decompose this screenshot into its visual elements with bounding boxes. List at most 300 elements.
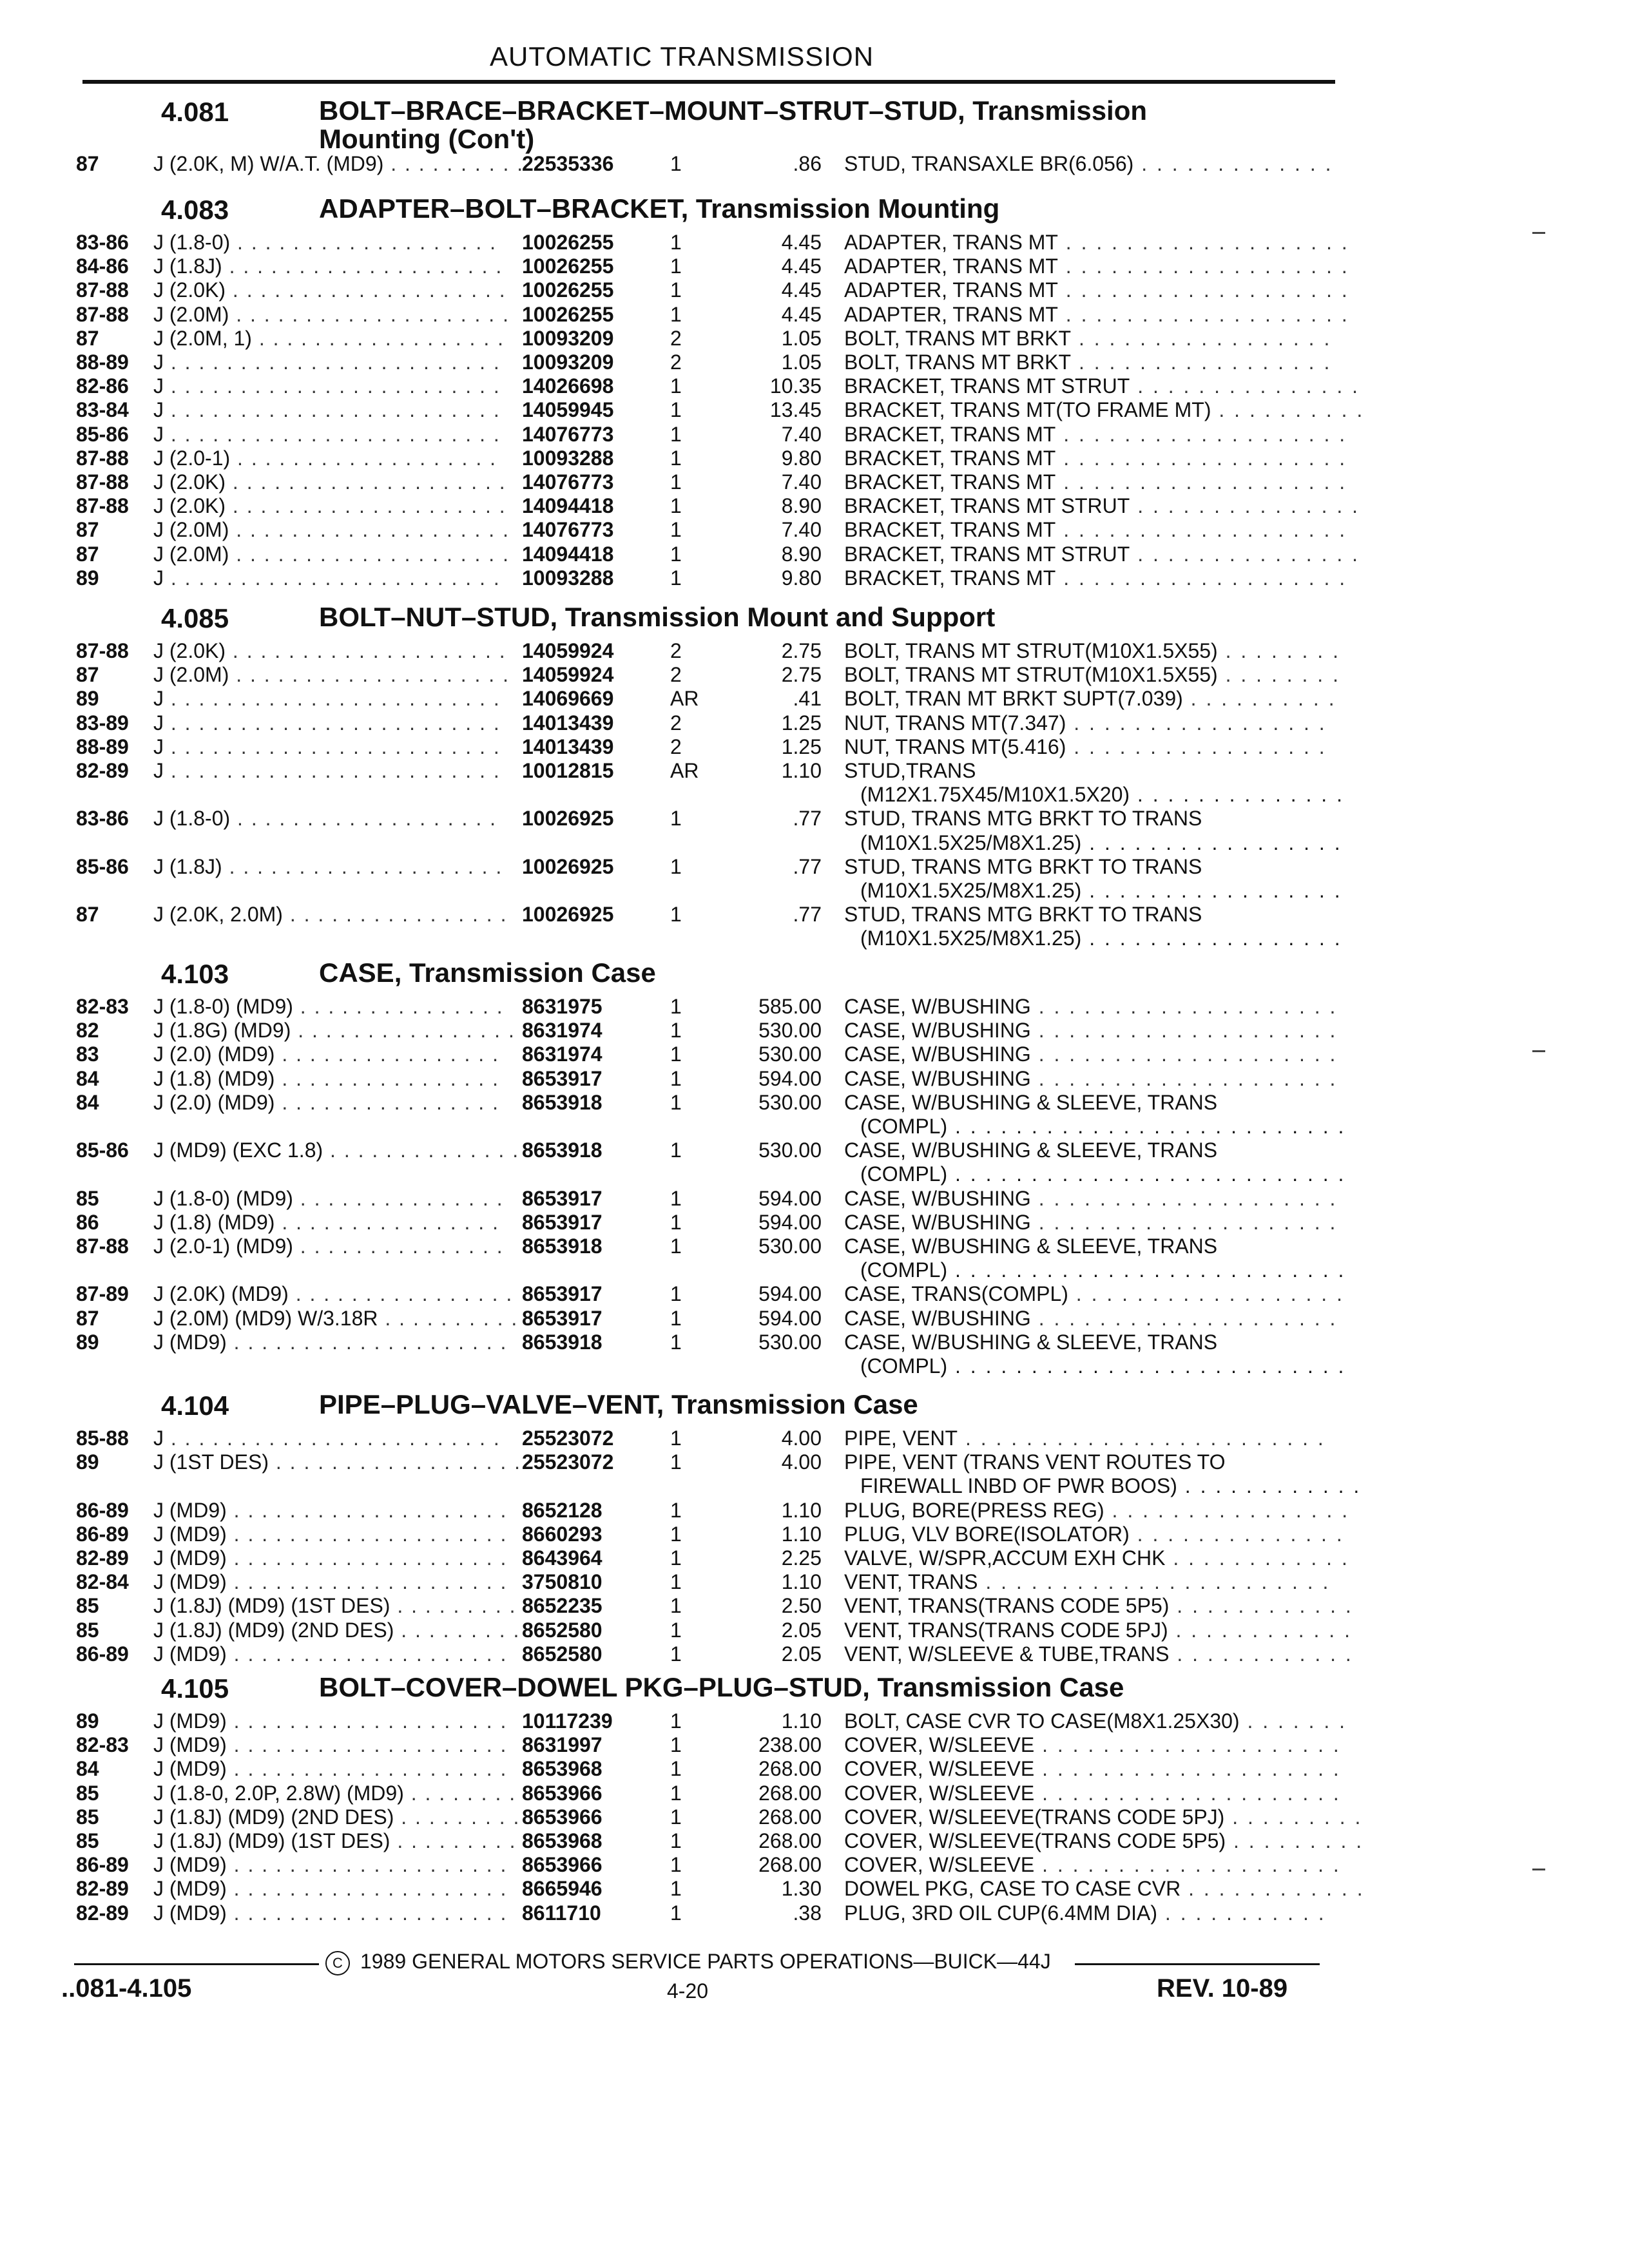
model-years: 87 (76, 903, 99, 926)
description (844, 1642, 1353, 1666)
leader-dots: . . . . . . . . . . . . . . . . . (1081, 831, 1342, 854)
part-number: 8643964 (522, 1546, 602, 1570)
description-text: PLUG, 3RD OIL CUP(6.4MM DIA) (844, 1901, 1158, 1925)
model-years: 88-89 (76, 351, 129, 374)
description (844, 152, 1334, 175)
model-years: 89 (76, 687, 99, 710)
quantity: 1 (670, 1757, 682, 1780)
description-text: NUT, TRANS MT(5.416) (844, 735, 1066, 758)
application-text: J (153, 566, 164, 590)
margin-mark (1532, 1869, 1545, 1870)
description (844, 1805, 1363, 1829)
application-text: J (1.8G) (MD9) (153, 1019, 291, 1042)
part-row (0, 759, 1353, 782)
model-years: 82-86 (76, 374, 129, 398)
part-row (0, 566, 1353, 590)
leader-dots: . . . . . . . . . . . . . . . . . . . . (222, 255, 503, 278)
description (844, 1091, 1334, 1114)
application-text: J (2.0K) (153, 470, 226, 494)
application (153, 351, 514, 374)
price: 530.00 (758, 1139, 822, 1162)
description-continuation (860, 1162, 1346, 1186)
description (844, 735, 1334, 758)
description-continuation (860, 1474, 1362, 1497)
section-title-line: PIPE–PLUG–VALVE–VENT, Transmission Case (319, 1389, 918, 1419)
quantity: 1 (670, 231, 682, 254)
part-number: 14059924 (522, 639, 614, 662)
part-number: 8653917 (522, 1211, 602, 1234)
leader-dots: . . . . . . . . . . . . . . . . . . (251, 327, 505, 350)
leader-dots: . . . . . . . . . . . . . . . . (282, 903, 508, 926)
quantity: 1 (670, 1642, 682, 1666)
quantity: 1 (670, 1570, 682, 1593)
application-text: J (1.8J) (MD9) (2ND DES) (153, 1805, 394, 1829)
model-years: 85 (76, 1829, 99, 1852)
description-text: VALVE, W/SPR,ACCUM EXH CHK (844, 1546, 1166, 1570)
leader-dots: . . . . . . . . . . . . . . . . . . . . (226, 1853, 508, 1876)
application-text: J (153, 711, 164, 735)
part-number: 10026255 (522, 278, 614, 302)
application (153, 1757, 514, 1780)
model-years: 85 (76, 1187, 99, 1210)
part-row (0, 735, 1353, 758)
price: 530.00 (758, 1235, 822, 1258)
part-row (0, 543, 1360, 566)
quantity: 1 (670, 447, 682, 470)
part-row (0, 278, 1353, 302)
model-years: 85-86 (76, 1139, 129, 1162)
quantity: AR (670, 687, 699, 710)
part-row (0, 1619, 1353, 1642)
application (153, 1427, 514, 1450)
description (844, 687, 1334, 710)
leader-dots: . . . . . . . . (403, 1782, 517, 1805)
leader-dots: . . . . . . . . . . . . (1165, 1546, 1349, 1570)
quantity: 1 (670, 1829, 682, 1852)
price: 2.25 (781, 1546, 822, 1570)
part-number: 8653968 (522, 1829, 602, 1852)
application-text: J (2.0K) (153, 278, 226, 302)
application-text: J (MD9) (153, 1709, 227, 1733)
part-row (0, 1853, 1353, 1876)
price: 2.05 (781, 1642, 822, 1666)
leader-dots: . . . . . . . . . . . (378, 1307, 533, 1330)
description (844, 1187, 1338, 1210)
model-years: 89 (76, 1709, 99, 1733)
application-text: J (MD9) (153, 1757, 227, 1780)
application (153, 303, 514, 326)
price: .38 (793, 1901, 822, 1925)
copyright-text: 1989 GENERAL MOTORS SERVICE PARTS OPERATIONS—BUICK—44J (360, 1950, 1051, 1973)
part-number: 3750810 (522, 1570, 602, 1593)
application (153, 1067, 514, 1090)
page-number: 4-20 (667, 1979, 709, 2003)
model-years: 86-89 (76, 1853, 129, 1876)
price: 594.00 (758, 1187, 822, 1210)
leader-dots: . . . . . . . . . . . . . . . . . . . . (226, 1877, 508, 1900)
application (153, 1829, 531, 1852)
leader-dots: . . . . . . . . . . . . . . . . . . . . (226, 1331, 508, 1354)
leader-dots: . . . . . . . . . . . (1157, 1901, 1326, 1925)
price: 594.00 (758, 1307, 822, 1330)
application (153, 1331, 514, 1354)
price: 530.00 (758, 1091, 822, 1114)
leader-dots: . . . . . . . . . . . . . . . . . . . . (1034, 1733, 1341, 1756)
price: 268.00 (758, 1757, 822, 1780)
leader-dots: . . . . . . . . . . . . . . . . . . . . . . . . (164, 351, 501, 374)
section-number: 4.105 (161, 1673, 229, 1704)
description (844, 1067, 1338, 1090)
part-number: 10026925 (522, 903, 614, 926)
application-text: J (153, 374, 164, 398)
description (844, 1877, 1365, 1900)
leader-dots: . . . . . . . . . . . . . . . (293, 1235, 504, 1258)
quantity: 1 (670, 1450, 682, 1474)
model-years: 82-83 (76, 1733, 129, 1756)
description-text: COVER, W/SLEEVE(TRANS CODE 5PJ) (844, 1805, 1225, 1829)
quantity: 1 (670, 423, 682, 446)
part-number: 14094418 (522, 543, 614, 566)
section-title-line: BOLT–BRACE–BRACKET–MOUNT–STRUT–STUD, Transmission (319, 95, 1148, 126)
description (844, 759, 1334, 782)
application (153, 711, 514, 735)
description-text: CASE, W/BUSHING & SLEEVE, TRANS (844, 1139, 1218, 1162)
leader-dots: . . . . . . . . . . . . . . . . . . . (1057, 303, 1349, 326)
application (153, 1450, 522, 1474)
model-years: 85-86 (76, 423, 129, 446)
price: 530.00 (758, 1043, 822, 1066)
price: 7.40 (781, 470, 822, 494)
quantity: 2 (670, 639, 682, 662)
description (844, 903, 1334, 926)
application-text: J (1.8-0) (MD9) (153, 1187, 293, 1210)
description (844, 1853, 1341, 1876)
application (153, 1853, 514, 1876)
section-title-line: Mounting (Con't) (319, 124, 535, 154)
description-text: BOLT, CASE CVR TO CASE(M8X1.25X30) (844, 1709, 1240, 1733)
model-years: 87-88 (76, 303, 129, 326)
part-number: 14076773 (522, 470, 614, 494)
part-row (0, 1805, 1363, 1829)
quantity: 1 (670, 1019, 682, 1042)
description-text: BOLT, TRANS MT STRUT(M10X1.5X55) (844, 639, 1218, 662)
application (153, 1139, 520, 1162)
price: 1.05 (781, 351, 822, 374)
price: 2.05 (781, 1619, 822, 1642)
quantity: 1 (670, 152, 682, 175)
part-number: 8653966 (522, 1782, 602, 1805)
part-row (0, 518, 1353, 541)
model-years: 87-88 (76, 470, 129, 494)
leader-dots: . . . . . . . . . . . . . . . . . . . . . . . . (164, 398, 501, 421)
quantity: 1 (670, 1619, 682, 1642)
description-text: ADAPTER, TRANS MT (844, 278, 1058, 302)
application (153, 1282, 514, 1305)
leader-dots: . . . . . . . . . . (1211, 398, 1365, 421)
section-title-line: CASE, Transmission Case (319, 957, 656, 988)
footer-rule-right (1075, 1963, 1320, 1965)
part-row (0, 1709, 1353, 1733)
quantity: 1 (670, 1546, 682, 1570)
leader-dots: . . . . . . . . . . . . . . . (293, 1187, 504, 1210)
continuation-text: FIREWALL INBD OF PWR BOOS) (860, 1474, 1177, 1497)
quantity: 1 (670, 855, 682, 878)
leader-dots: . . . . . . . . . . . . . . . . . (1081, 927, 1342, 950)
description-text: BRACKET, TRANS MT STRUT (844, 543, 1130, 566)
leader-dots: . . . . . . . . . . . . . . . . . . . . . . . . (164, 423, 501, 446)
model-years: 83 (76, 1043, 99, 1066)
leader-dots: . . . . . . . . . . . . . . (323, 1139, 520, 1162)
application-text: J (MD9) (153, 1642, 227, 1666)
application-text: J (MD9) (153, 1546, 227, 1570)
application-text: J (MD9) (153, 1523, 227, 1546)
part-row (0, 1043, 1353, 1066)
leader-dots: . . . . . . . . (1217, 639, 1340, 662)
part-row (0, 1877, 1365, 1900)
application-text: J (153, 735, 164, 758)
application (153, 1019, 514, 1042)
quantity: AR (670, 759, 699, 782)
description-text: BOLT, TRANS MT BRKT (844, 351, 1072, 374)
quantity: 1 (670, 566, 682, 590)
leader-dots: . . . . . . . . . . . . . . . . . . . . . . . . (164, 566, 501, 590)
description-text: CASE, W/BUSHING (844, 1019, 1031, 1042)
leader-dots: . . . . . . . . . . . . . . . . . . . . (226, 1709, 508, 1733)
part-row (0, 807, 1353, 830)
price: 238.00 (758, 1733, 822, 1756)
model-years: 82-89 (76, 1901, 129, 1925)
leader-dots: . . . . . . . . . . . . . . (1130, 783, 1344, 806)
application (153, 374, 514, 398)
price: 13.45 (769, 398, 822, 421)
part-number: 8652235 (522, 1594, 602, 1617)
leader-dots: . . . . . . . . . . . . . . . . . . . (1055, 566, 1347, 590)
leader-dots: . . . . . . . . . . . . . . . . . . . . (226, 278, 506, 302)
part-row (0, 398, 1365, 421)
application (153, 1235, 514, 1258)
model-years: 82-83 (76, 995, 129, 1018)
price: .77 (793, 903, 822, 926)
price: 7.40 (781, 423, 822, 446)
application-text: J (MD9) (153, 1877, 227, 1900)
continuation-text: (COMPL) (860, 1162, 948, 1186)
section-number: 4.083 (161, 195, 229, 225)
quantity: 1 (670, 1282, 682, 1305)
part-row (0, 255, 1353, 278)
description (844, 231, 1349, 254)
application-text: J (2.0M) (153, 303, 229, 326)
application-text: J (MD9) (153, 1570, 227, 1593)
quantity: 1 (670, 1782, 682, 1805)
part-number: 10026255 (522, 303, 614, 326)
price: 9.80 (781, 566, 822, 590)
section-number: 4.085 (161, 603, 229, 633)
application (153, 1901, 514, 1925)
description (844, 663, 1340, 686)
price: 2.75 (781, 639, 822, 662)
quantity: 1 (670, 1877, 682, 1900)
running-head: AUTOMATIC TRANSMISSION (490, 41, 874, 72)
description-text: CASE, W/BUSHING (844, 1307, 1031, 1330)
application (153, 1733, 514, 1756)
model-years: 83-89 (76, 711, 129, 735)
application (153, 1187, 514, 1210)
description-text: STUD,TRANS (844, 759, 976, 782)
quantity: 1 (670, 1523, 682, 1546)
quantity: 2 (670, 663, 682, 686)
application-text: J (2.0K) (153, 639, 226, 662)
model-years: 82-89 (76, 759, 129, 782)
application (153, 1043, 514, 1066)
section-title (319, 1390, 918, 1419)
description (844, 1043, 1338, 1066)
leader-dots: . . . . . . . . . . (394, 1619, 535, 1642)
price: 2.75 (781, 663, 822, 686)
price: 9.80 (781, 447, 822, 470)
part-row (0, 1331, 1353, 1354)
part-number: 14059945 (522, 398, 614, 421)
section-title (319, 959, 656, 987)
application-text: J (2.0M) (153, 663, 229, 686)
leader-dots: . . . . . . . . . . . . (1169, 1642, 1353, 1666)
part-number: 14013439 (522, 735, 614, 758)
application (153, 278, 514, 302)
price: 4.00 (781, 1450, 822, 1474)
part-number: 8631997 (522, 1733, 602, 1756)
continuation-text: (M12X1.75X45/M10X1.5X20) (860, 783, 1130, 806)
model-years: 86-89 (76, 1499, 129, 1522)
application-text: J (1.8-0) (MD9) (153, 995, 293, 1018)
application (153, 1523, 514, 1546)
description-text: COVER, W/SLEEVE (844, 1782, 1035, 1805)
price: 594.00 (758, 1211, 822, 1234)
quantity: 2 (670, 711, 682, 735)
quantity: 2 (670, 327, 682, 350)
leader-dots: . . . . . . . . . . . . . . (1129, 1523, 1344, 1546)
application-text: J (153, 398, 164, 421)
leader-dots: . . . . . . . . . . . . . . . . . . . (230, 231, 497, 254)
description (844, 807, 1334, 830)
description (844, 1019, 1338, 1042)
part-row (0, 231, 1353, 254)
leader-dots: . . . . . . . . . . . . . . . . . (1066, 735, 1327, 758)
description-text: PIPE, VENT (844, 1427, 958, 1450)
application (153, 543, 514, 566)
description-continuation (860, 879, 1342, 902)
quantity: 1 (670, 374, 682, 398)
part-row (0, 470, 1353, 494)
section-title (319, 1673, 1124, 1702)
price: 4.45 (781, 278, 822, 302)
part-row (0, 1499, 1353, 1522)
leader-dots: . . . . . . . . . . . . . . . . . . . . (226, 1901, 508, 1925)
application-text: J (2.0K, M) W/A.T. (MD9) (153, 152, 384, 175)
application (153, 327, 514, 350)
description-text: BRACKET, TRANS MT STRUT (844, 374, 1130, 398)
part-row (0, 423, 1353, 446)
leader-dots: . . . . . . . . . . . . . . . . (275, 1067, 499, 1090)
application-text: J (MD9) (153, 1853, 227, 1876)
application-text: J (MD9) (153, 1901, 227, 1925)
part-row (0, 1187, 1353, 1210)
margin-mark (1532, 1050, 1545, 1052)
leader-dots: . . . . . . . . . . . . . . . (1130, 494, 1360, 517)
description-text: ADAPTER, TRANS MT (844, 231, 1058, 254)
leader-dots: . . . . . . . . . . . . . . . . . . . . (1030, 995, 1338, 1018)
leader-dots: . . . . . . . . . . . . . . . . . . . (1057, 278, 1349, 302)
model-years: 87 (76, 518, 99, 541)
description-text: BRACKET, TRANS MT (844, 566, 1056, 590)
application (153, 1594, 531, 1617)
leader-dots: . . . . . . . . . . . . (1168, 1619, 1352, 1642)
description (844, 1499, 1350, 1522)
leader-dots: . . . . . . . . . . . . . . . . . . . . (1030, 1067, 1338, 1090)
application-text: J (1.8-0) (153, 231, 231, 254)
part-row (0, 1570, 1353, 1593)
model-years: 85 (76, 1619, 99, 1642)
description (844, 1450, 1334, 1474)
description-text: BRACKET, TRANS MT (844, 423, 1056, 446)
leader-dots: . . . . . . . . . . . . . . . . . . (269, 1450, 522, 1474)
part-number: 8665946 (522, 1877, 602, 1900)
description (844, 1570, 1334, 1593)
leader-dots: . . . . . . . . . . . . . . . . . . . . . . . . (164, 735, 501, 758)
model-years: 84 (76, 1091, 99, 1114)
application (153, 152, 525, 175)
description-text: VENT, TRANS (844, 1570, 978, 1593)
part-number: 10026925 (522, 807, 614, 830)
quantity: 1 (670, 398, 682, 421)
description-text: ADAPTER, TRANS MT (844, 255, 1058, 278)
part-row (0, 995, 1353, 1018)
leader-dots: . . . . . . . . . . . . . . . . . . . . (1034, 1853, 1341, 1876)
leader-dots: . . . . . . . . . . . . . . . . . . . . (226, 1546, 508, 1570)
price: 4.45 (781, 231, 822, 254)
application (153, 1619, 535, 1642)
part-number: 8631975 (522, 995, 602, 1018)
part-number: 8631974 (522, 1043, 602, 1066)
application-text: J (153, 351, 164, 374)
description (844, 855, 1334, 878)
application-text: J (1.8) (MD9) (153, 1211, 275, 1234)
part-number: 8653968 (522, 1757, 602, 1780)
section-number: 4.081 (161, 97, 229, 127)
description (844, 351, 1334, 374)
application-text: J (2.0K, 2.0M) (153, 903, 283, 926)
part-row (0, 1067, 1353, 1090)
section-number: 4.104 (161, 1390, 229, 1421)
description (844, 374, 1360, 398)
quantity: 1 (670, 1091, 682, 1114)
leader-dots: . . . . . . . . . . . . . . . . . (1081, 879, 1342, 902)
part-row (0, 303, 1353, 326)
part-row (0, 711, 1353, 735)
application (153, 759, 514, 782)
price: 10.35 (769, 374, 822, 398)
part-row (0, 903, 1353, 926)
description (844, 518, 1347, 541)
model-years: 85 (76, 1805, 99, 1829)
quantity: 1 (670, 1187, 682, 1210)
leader-dots: . . . . . . . . . . . . . . . . . . . . . . . . (164, 711, 501, 735)
part-number: 8652580 (522, 1619, 602, 1642)
price: 594.00 (758, 1282, 822, 1305)
application (153, 231, 514, 254)
application-text: J (2.0K) (153, 494, 226, 517)
quantity: 1 (670, 995, 682, 1018)
part-number: 10093209 (522, 351, 614, 374)
part-number: 8652128 (522, 1499, 602, 1522)
